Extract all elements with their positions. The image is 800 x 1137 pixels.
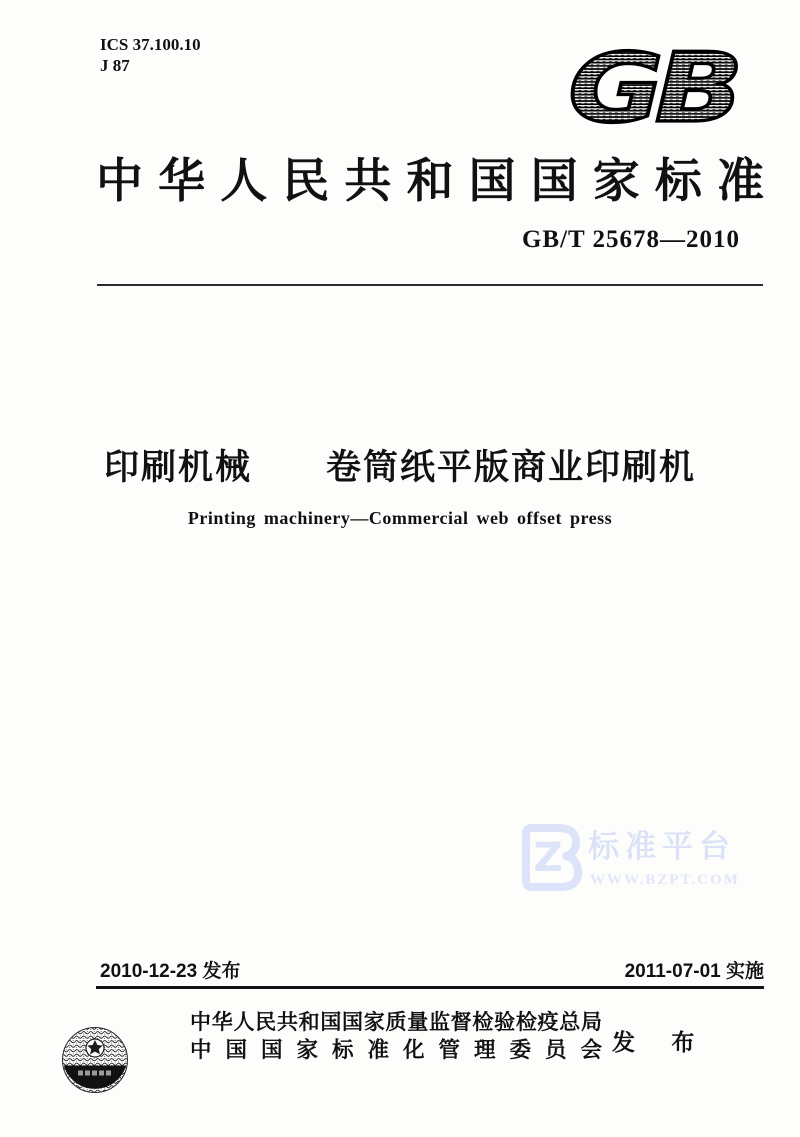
gb-logo [548,42,758,142]
watermark-name: 标准平台 [588,829,736,864]
gb-logo-icon [548,42,758,137]
svg-text:GB: GB [568,42,735,137]
issuer-line2: 中国国家标准化管理委员会 [190,1037,602,1062]
issue-date: 2010-12-23 发布 [100,961,241,982]
watermark-texts [588,823,740,889]
footer-divider-line [96,986,764,989]
anti-counterfeit-seal-icon [61,1026,129,1099]
watermark-url: WWW.BZPT.COM [590,872,740,888]
document-title-chinese: 印刷机械 卷筒纸平版商业印刷机 [103,448,696,487]
publish-label: 发 布 [612,1029,710,1055]
watermark-logo-icon [518,823,582,898]
issuer-line1: 中华人民共和国国家质量监督检验检疫总局 [190,1011,602,1034]
header-divider-line [97,284,763,286]
national-standard-heading: 中华人民共和国国家标准 [96,156,764,208]
watermark [518,823,740,898]
issuer-block [190,1010,602,1064]
standard-number: GB/T 25678—2010 [521,226,740,253]
ics-code: ICS 37.100.10 [100,35,201,54]
implementation-date: 2011-07-01 实施 [624,961,764,982]
document-title-english: Printing machinery—Commercial web offset press [187,508,613,528]
ics-code-block [100,34,201,77]
doc-class-code: J 87 [100,56,130,76]
svg-text:Z: Z [533,835,563,881]
